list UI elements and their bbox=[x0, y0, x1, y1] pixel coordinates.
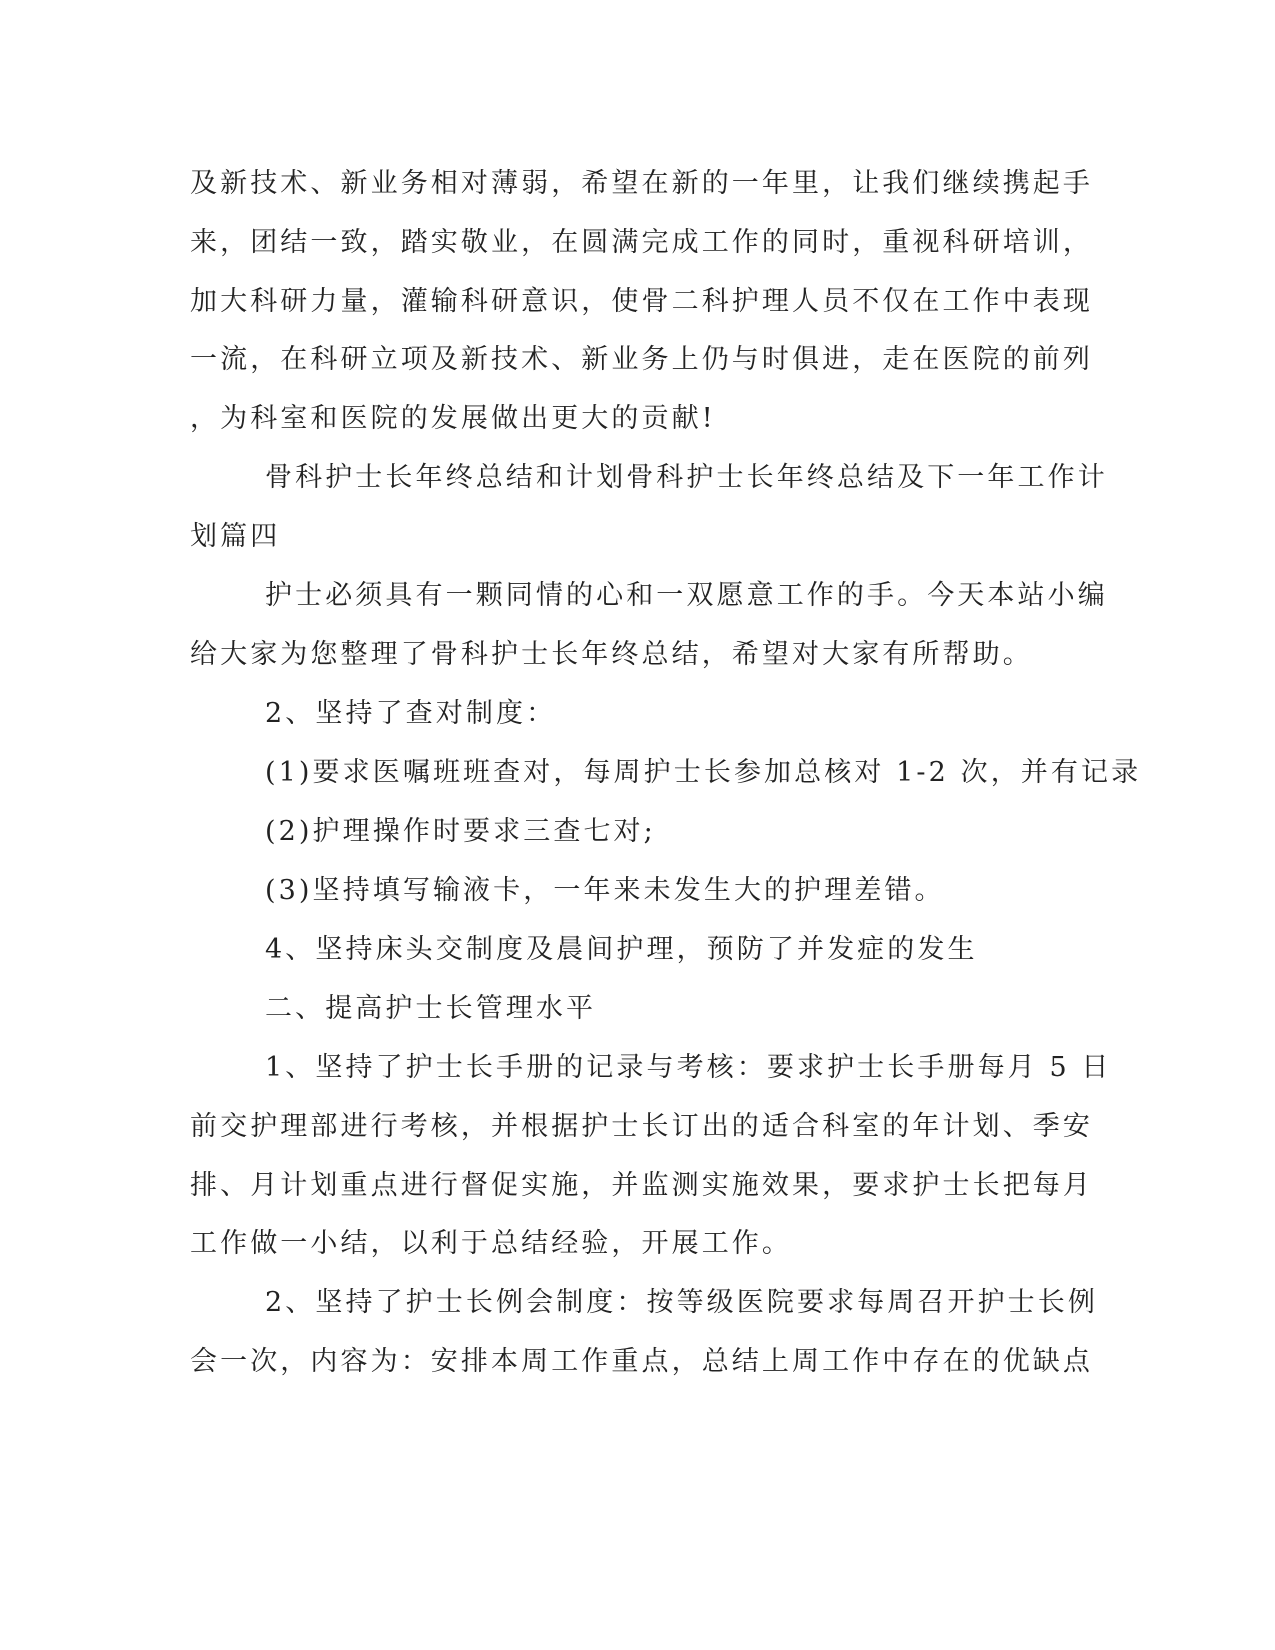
paragraph-2-line-1: 2、坚持了护士长例会制度：按等级医院要求每周召开护士长例 bbox=[265, 1287, 1098, 1318]
paragraph-1-line-4: 工作做一小结，以利于总结经验，开展工作。 bbox=[190, 1228, 792, 1259]
paragraph-1-line-2: 前交护理部进行考核，并根据护士长订出的适合科室的年计划、季安 bbox=[190, 1111, 1093, 1142]
sub-item-3: (3)坚持填写输液卡，一年来未发生大的护理差错。 bbox=[265, 875, 945, 906]
item-heading-2: 2、坚持了查对制度： bbox=[265, 698, 557, 729]
section-heading-line-1: 骨科护士长年终总结和计划骨科护士长年终总结及下一年工作计 bbox=[265, 462, 1108, 493]
text-line-4: 一流，在科研立项及新技术、新业务上仍与时俱进，走在医院的前列 bbox=[190, 344, 1093, 375]
paragraph-1-line-3: 排、月计划重点进行督促实施，并监测实施效果，要求护士长把每月 bbox=[190, 1170, 1093, 1201]
sub-item-2: (2)护理操作时要求三查七对; bbox=[265, 816, 656, 847]
item-heading-4: 4、坚持床头交制度及晨间护理，预防了并发症的发生 bbox=[265, 934, 978, 965]
text-line-5: ，为科室和医院的发展做出更大的贡献! bbox=[190, 403, 716, 434]
intro-line-2: 给大家为您整理了骨科护士长年终总结，希望对大家有所帮助。 bbox=[190, 639, 1033, 670]
sub-item-1: (1)要求医嘱班班查对，每周护士长参加总核对 1-2 次，并有记录 bbox=[265, 757, 1142, 788]
text-line-2: 来，团结一致，踏实敬业，在圆满完成工作的同时，重视科研培训， bbox=[190, 227, 1093, 258]
text-line-3: 加大科研力量，灌输科研意识，使骨二科护理人员不仅在工作中表现 bbox=[190, 286, 1093, 317]
section-heading-line-2: 划篇四 bbox=[190, 521, 281, 552]
text-line-1: 及新技术、新业务相对薄弱，希望在新的一年里，让我们继续携起手 bbox=[190, 168, 1093, 199]
paragraph-1-line-1: 1、坚持了护士长手册的记录与考核：要求护士长手册每月 5 日 bbox=[265, 1052, 1112, 1083]
intro-line-1: 护士必须具有一颗同情的心和一双愿意工作的手。今天本站小编 bbox=[265, 580, 1108, 611]
section-heading-2: 二、提高护士长管理水平 bbox=[265, 993, 597, 1024]
paragraph-2-line-2: 会一次，内容为：安排本周工作重点，总结上周工作中存在的优缺点 bbox=[190, 1346, 1093, 1377]
